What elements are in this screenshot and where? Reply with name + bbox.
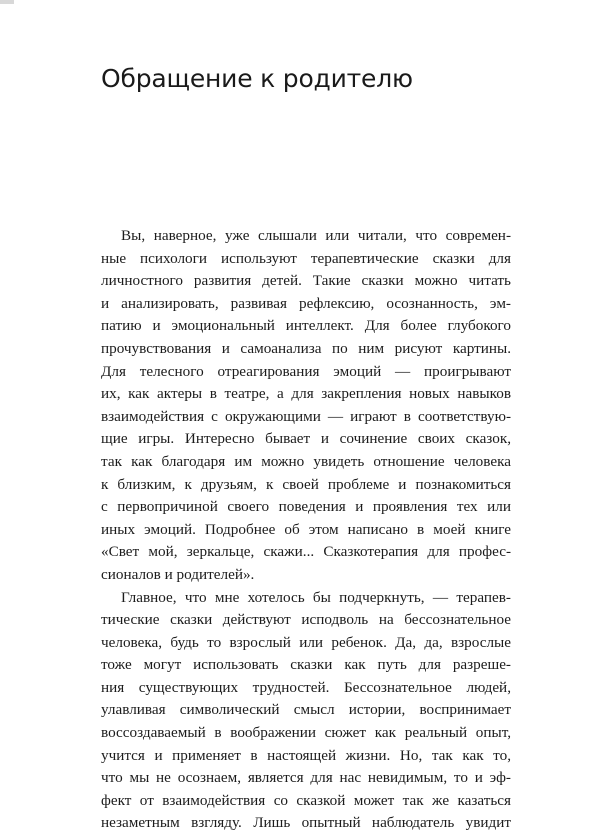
text-line: Для телесного отреагирования эмоций — проигрывают bbox=[101, 361, 511, 384]
text-line: их, как актеры в театре, а для закрепления новых навыков bbox=[101, 383, 511, 406]
body-text bbox=[101, 225, 511, 835]
text-line: взаимодействия с окружающими — играют в соответствую- bbox=[101, 406, 511, 429]
text-line: так как благодаря им можно увидеть отношение человека bbox=[101, 451, 511, 474]
text-line: щие игры. Интересно бывает и сочинение своих сказок, bbox=[101, 428, 511, 451]
text-line: Главное, что мне хотелось бы подчеркнуть, — терапев- bbox=[101, 587, 511, 610]
text-line: ные психологи используют терапевтические сказки для bbox=[101, 248, 511, 271]
text-line: «Свет мой, зеркальце, скажи... Сказкотерапия для профес- bbox=[101, 541, 511, 564]
text-line: к близким, к друзьям, к своей проблеме и познакомиться bbox=[101, 474, 511, 497]
paragraph-2 bbox=[101, 587, 511, 835]
text-line: и анализировать, развивая рефлексию, осознанность, эм- bbox=[101, 293, 511, 316]
text-line: с первопричиной своего поведения и проявления тех или bbox=[101, 496, 511, 519]
text-line: ния существующих трудностей. Бессознательное людей, bbox=[101, 677, 511, 700]
text-line: улавливая символический смысл истории, воспринимает bbox=[101, 699, 511, 722]
text-line: фект от взаимодействия со сказкой может так же казаться bbox=[101, 790, 511, 813]
text-line: патию и эмоциональный интеллект. Для более глубокого bbox=[101, 315, 511, 338]
page-corner-mark bbox=[0, 0, 14, 4]
text-line: воссоздаваемый в воображении сюжет как реальный опыт, bbox=[101, 722, 511, 745]
text-line: что мы не осознаем, является для нас невидимым, то и эф- bbox=[101, 767, 511, 790]
text-line: прочувствования и самоанализа по ним рисуют картины. bbox=[101, 338, 511, 361]
text-line: незаметным взгляду. Лишь опытный наблюдатель увидит bbox=[101, 812, 511, 835]
text-line: человека, будь то взрослый или ребенок. Да, да, взрослые bbox=[101, 632, 511, 655]
text-line: личностного развития детей. Такие сказки можно читать bbox=[101, 270, 511, 293]
text-line: иных эмоций. Подробнее об этом написано в моей книге bbox=[101, 519, 511, 542]
text-line: Вы, наверное, уже слышали или читали, что современ- bbox=[101, 225, 511, 248]
paragraph-1 bbox=[101, 225, 511, 587]
text-line: сионалов и родителей». bbox=[101, 564, 511, 587]
chapter-title: Обращение к родителю bbox=[101, 64, 413, 93]
text-line: тические сказки действуют исподволь на бессознательное bbox=[101, 609, 511, 632]
text-line: тоже могут использовать сказки как путь для разреше- bbox=[101, 654, 511, 677]
text-line: учится и применяет в настоящей жизни. Но, так как то, bbox=[101, 745, 511, 768]
